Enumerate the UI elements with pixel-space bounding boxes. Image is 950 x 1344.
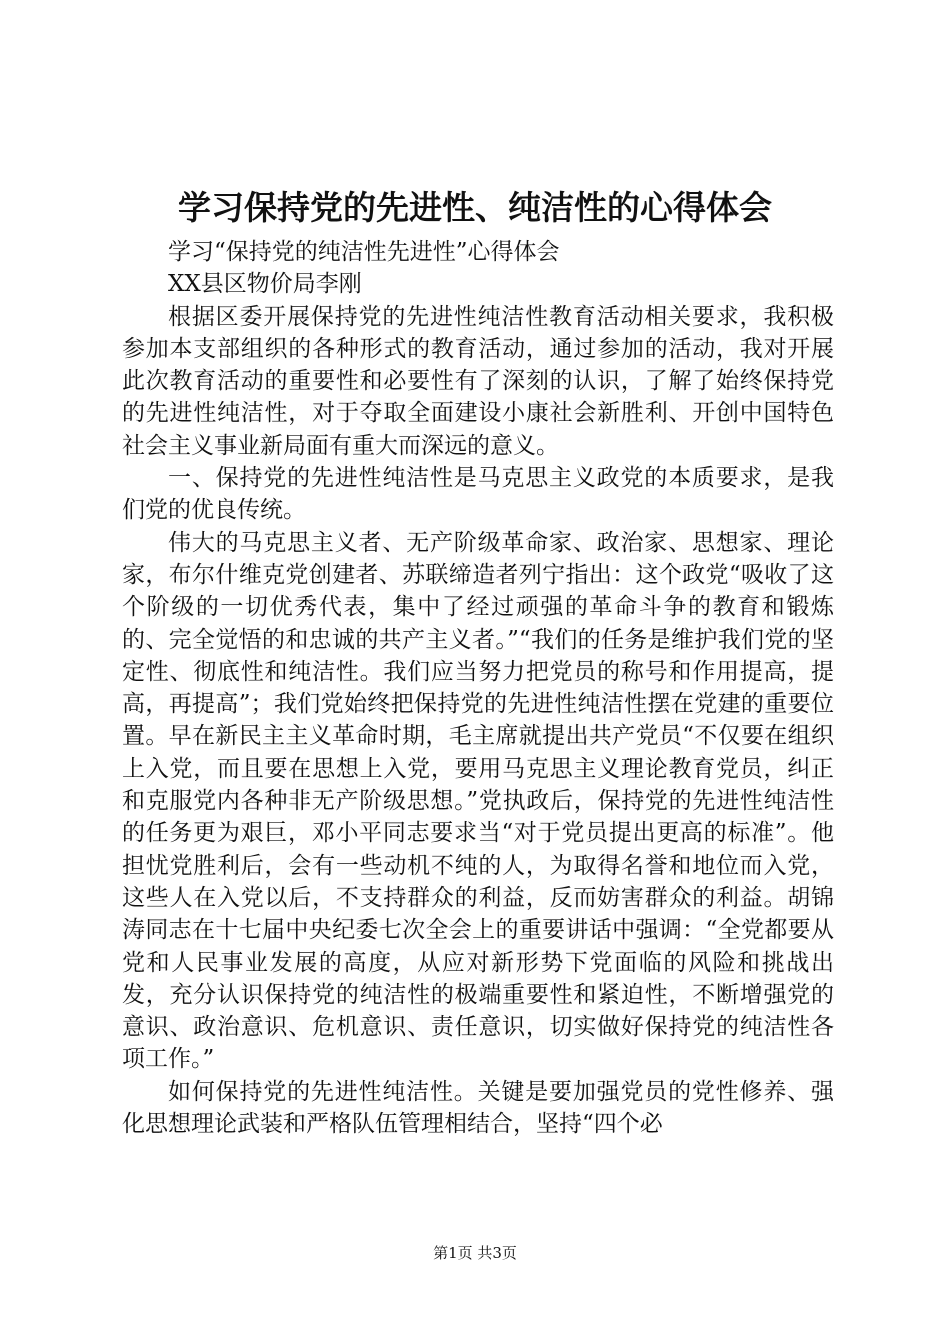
body-paragraph: 如何保持党的先进性纯洁性。关键是要加强党员的党性修养、强化思想理论武装和严格队伍管理相结合，坚持“四个必 [122, 1078, 834, 1138]
subtitle-paragraph: 学习“保持党的纯洁性先进性”心得体会 [168, 239, 560, 265]
page-footer: 第1页 共3页 [433, 1244, 517, 1262]
document-title: 学习保持党的先进性、纯洁性的心得体会 [178, 188, 772, 227]
section-heading-paragraph: 一、保持党的先进性纯洁性是马克思主义政党的本质要求，是我们党的优良传统。 [122, 465, 834, 524]
body-paragraph: 根据区委开展保持党的先进性纯洁性教育活动相关要求，我积极参加本支部组织的各种形式的教育活动，通过参加的活动，我对开展此次教育活动的重要性和必要性有了深刻的认识，了解了始终保持党的先进性纯洁性，对于夺取全面建设小康社会新胜利、开创中国特色社会主义事业新局面有重大而深远的意义。 [122, 303, 834, 459]
document-body [122, 236, 834, 1140]
body-paragraph: 伟大的马克思主义者、无产阶级革命家、政治家、思想家、理论家，布尔什维克党创建者、苏联缔造者列宁指出：这个政党“吸收了这个阶级的一切优秀代表，集中了经过顽强的革命斗争的教育和锻炼的、完全觉悟的和忠诚的共产主义者。”“我们的任务是维护我们党的坚定性、彻底性和纯洁性。我们应当努力把党员的称号和作用提高，提高，再提高”；我们党始终把保持党的先进性纯洁性摆在党建的重要位置。早在新民主主义革命时期，毛主席就提出共产党员“不仅要在组织上入党，而且要在思想上入党，要用马克思主义理论教育党员，纠正和克服党内各种非无产阶级思想。”党执政后，保持党的先进性纯洁性的任务更为艰巨，邓小平同志要求当“对于党员提出更高的标准”。他担忧党胜利后，会有一些动机不纯的人，为取得名誉和地位而入党，这些人在入党以后，不支持群众的利益，反而妨害群众的利益。胡锦涛同志在十七届中央纪委七次全会上的重要讲话中强调：“全党都要从党和人民事业发展的高度，从应对新形势下党面临的风险和挑战出发，充分认识保持党的纯洁性的极端重要性和紧迫性，不断增强党的意识、政治意识、危机意识、责任意识，切实做好保持党的纯洁性各项工作。” [122, 529, 834, 1073]
author-line: XX县区物价局李刚 [168, 271, 362, 298]
